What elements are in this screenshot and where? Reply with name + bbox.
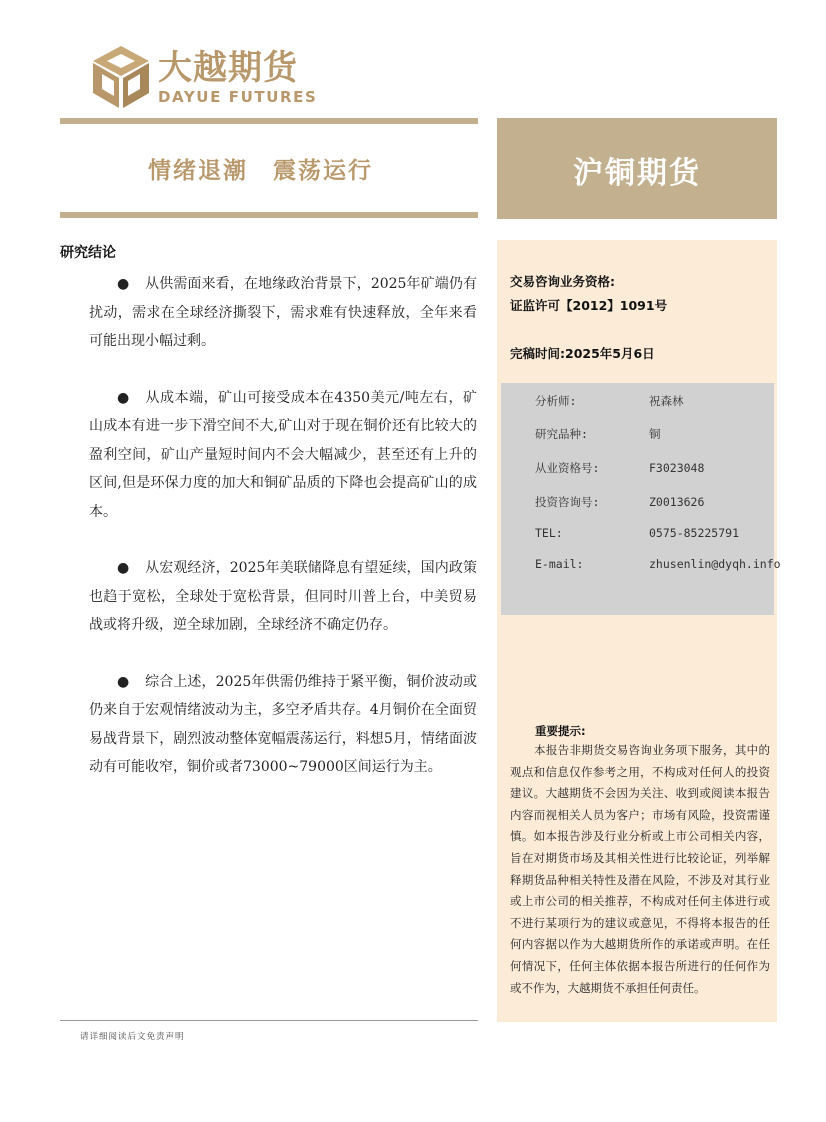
conclusion-paragraph xyxy=(89,554,477,640)
info-sidebar xyxy=(497,240,781,1022)
research-heading: 研究结论 xyxy=(60,245,116,261)
analyst-key: 从业资格号: xyxy=(535,461,600,475)
analyst-key: E-mail: xyxy=(535,557,584,571)
analyst-row xyxy=(535,426,661,446)
analyst-row xyxy=(535,393,684,413)
bullet-icon: ● xyxy=(117,560,130,576)
conclusion-text: 从宏观经济，2025年美联储降息有望延续，国内政策也趋于宽松，全球处于宽松背景，但同时川普上台，中美贸易战或将升级，逆全球加剧，全球经济不确定仍存。 xyxy=(89,560,477,633)
completion-time: 完稿时间:2025年5月6日 xyxy=(510,346,655,361)
analyst-value: Z0013626 xyxy=(649,495,705,509)
analyst-key: 研究品种: xyxy=(535,427,588,441)
title-rule-top xyxy=(60,118,478,124)
analyst-value: F3023048 xyxy=(649,461,705,475)
research-conclusions xyxy=(89,270,477,810)
conclusion-paragraph xyxy=(89,384,477,527)
analyst-row xyxy=(535,460,704,480)
conclusion-text: 从成本端，矿山可接受成本在4350美元/吨左右，矿山成本有进一步下滑空间不大,矿山对于现在铜价还有比较大的盈利空间，矿山产量短时间内不会大幅减少，甚至还有上升的区间,但是环保力度的加大和铜矿品质的下降也会提高矿山的成本。 xyxy=(89,389,477,520)
logo-english-name: DAYUE FUTURES xyxy=(158,88,318,106)
category-title: 沪铜期货 xyxy=(573,156,701,191)
analyst-value: 0575-85225791 xyxy=(649,526,740,540)
report-subtitle: 情绪退潮 震荡运行 xyxy=(148,158,373,184)
company-logo xyxy=(90,44,320,114)
notice-heading: 重要提示: xyxy=(535,724,586,738)
footer-disclaimer-note: 请详细阅读后文免责声明 xyxy=(80,1032,185,1042)
qualification-label: 交易咨询业务资格: xyxy=(510,274,615,289)
analyst-info-box xyxy=(501,383,781,615)
analyst-row xyxy=(535,557,781,577)
qualification-license: 证监许可【2012】1091号 xyxy=(510,298,668,313)
analyst-key: 分析师: xyxy=(535,394,577,408)
notice-body: 本报告非期货交易咨询业务项下服务，其中的观点和信息仅作参考之用，不构成对任何人的投资建议。大越期货不会因为关注、收到或阅读本报告内容而视相关人员为客户；市场有风险，投资需谨慎。如本报告涉及行业分析或上市公司相关内容，旨在对期货市场及其相关性进行比较论证，列举解释期货品种相关特性及潜在风险，不涉及对其行业或上市公司的相关推荐，不构成对任何主体进行或不进行某项行为的建议或意见，不得将本报告的任何内容据以作为大越期货所作的承诺或声明。在任何情况下，任何主体依据本报告所进行的任何作为或不作为，大越期货不承担任何责任。 xyxy=(510,743,770,995)
bullet-icon: ● xyxy=(117,673,130,690)
conclusion-paragraph xyxy=(89,270,477,356)
logo-chinese-name: 大越期货 xyxy=(158,48,298,88)
analyst-email[interactable]: zhusenlin@dyqh.info xyxy=(649,557,781,571)
analyst-key: 投资咨询号: xyxy=(535,495,600,509)
analyst-value: 祝森林 xyxy=(649,394,684,408)
analyst-key: TEL: xyxy=(535,526,563,540)
analyst-row xyxy=(535,494,704,514)
category-banner xyxy=(497,118,777,219)
footer-rule xyxy=(60,1020,478,1021)
analyst-value: 铜 xyxy=(649,427,661,441)
title-rule-bottom xyxy=(60,212,478,218)
conclusion-paragraph xyxy=(89,668,477,782)
bullet-icon: ● xyxy=(117,389,130,406)
bullet-icon: ● xyxy=(117,276,130,292)
analyst-row xyxy=(535,526,739,546)
conclusion-text: 综合上述，2025年供需仍维持于紧平衡，铜价波动或仍来自于宏观情绪波动为主，多空矛盾共存。4月铜价在全面贸易战背景下，剧烈波动整体宽幅震荡运行，料想5月，情绪面波动有可能收窄，铜价或者73000~79000区间运行为主。 xyxy=(89,673,477,775)
cube-logo-icon xyxy=(90,44,152,110)
conclusion-text: 从供需面来看，在地缘政治背景下，2025年矿端仍有扰动，需求在全球经济撕裂下，需求难有快速释放，全年来看可能出现小幅过剩。 xyxy=(89,276,477,349)
